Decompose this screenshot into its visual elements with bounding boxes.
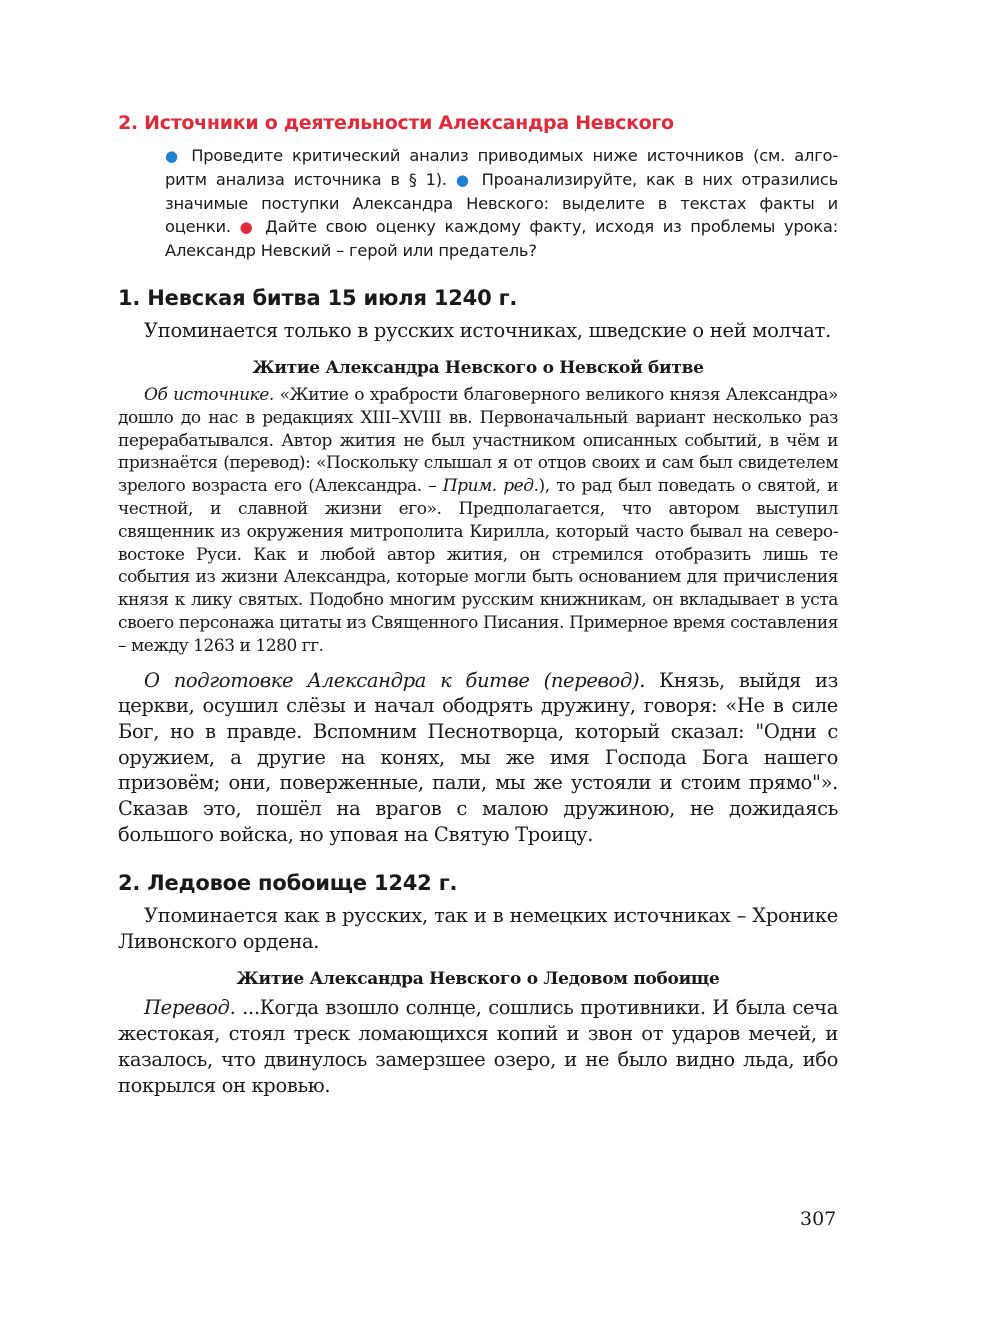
task-part-1: Проведите критический анализ приводимых ниже источников (см. алго-ритм анализа источника в § 1). (165, 146, 838, 189)
neva-source-title: Житие Александра Невского о Невской битве (252, 358, 704, 378)
task-instructions (165, 144, 838, 262)
page-number: 307 (800, 1208, 837, 1230)
neva-quote (118, 668, 838, 848)
about-text-1: «Житие о храбрости благоверного великого князя Александра» дошло до нас в редакциях XIII–XVIII вв. Первоначальный вариант несколько раз перерабатывался. Автор жития не был участником описанных событий, в чём и признаётся (перевод): «Поскольку слышал я от отцов своих и сам был свидетелем зрелого возраста его (Александра. – (118, 385, 839, 497)
neva-quote-text: Князь, выйдя из церкви, осушил слёзы и начал ободрять дружину, говоря: «Не в силе Бог, но в правде. Вспомним Песнотворца, который сказал: "Одни с оружием, а другие на конях, мы же имя Господа Бога нашего призовём; они, поверженные, пали, мы же устояли и стоим прямо"». Сказав это, пошёл на врагов с малою дружиною, не дожидаясь большого войска, но уповая на Святую Троицу. (118, 668, 838, 846)
neva-lead-text: Упоминается только в русских источниках, шведские о ней молчат. (144, 319, 831, 342)
bullet-blue-icon: ● (455, 171, 473, 189)
ice-source-title: Житие Александра Невского о Ледовом побоище (236, 969, 720, 990)
neva-source-description (118, 384, 838, 658)
task-part-3: Дайте свою оценку каждому факту, исходя из проблемы урока: Александр Невский – герой или предатель? (165, 217, 838, 260)
task-part-2: Проанализируйте, как в них отразились значимые поступки Александра Невского: выделите в текстах факты и оценки. (165, 170, 839, 236)
section-title: 2. Источники о деятельности Александра Невского (118, 112, 674, 134)
heading-ice-battle: 2. Ледовое побоище 1242 г. (118, 871, 458, 896)
page-content (118, 112, 838, 1098)
ice-quote-label: Перевод. (144, 996, 236, 1020)
bullet-red-icon: ● (239, 218, 257, 236)
about-text-2: ), то рад был поведать о святой, и честной, и славной жизни его». Предполагается, что автором выступил священник из окружения митрополита Кирилла, который часто бывал на северо-востоке Руси. Как и любой автор жития, он стремился отобразить лишь те события из жизни Александра, которые могли быть основанием для причисления князя к лику святых. Подобно многим русским книжникам, он вкладывает в уста своего персонажа цитаты из Священного Писания. Примерное время составления – между 1263 и 1280 гг. (118, 476, 838, 656)
ice-quote (118, 995, 838, 1098)
heading-neva-battle: 1. Невская битва 15 июля 1240 г. (118, 286, 518, 310)
bullet-blue-icon: ● (165, 147, 183, 165)
editor-note: Прим. ред. (442, 476, 539, 497)
neva-quote-label: О подготовке Александра к битве (перевод). (144, 668, 646, 692)
ice-lead-text: Упоминается как в русских, так и в немецких источниках – Хронике Ливонского ордена. (118, 904, 838, 954)
about-label: Об источнике. (144, 385, 274, 405)
ice-quote-text: ...Когда взошло солнце, сошлись противники. И была сеча жестокая, стоял треск ломающихся копий и звон от ударов мечей, и казалось, что двинулось замерзшее озеро, и не было видно льда, ибо покрылся он кровью. (118, 996, 838, 1097)
